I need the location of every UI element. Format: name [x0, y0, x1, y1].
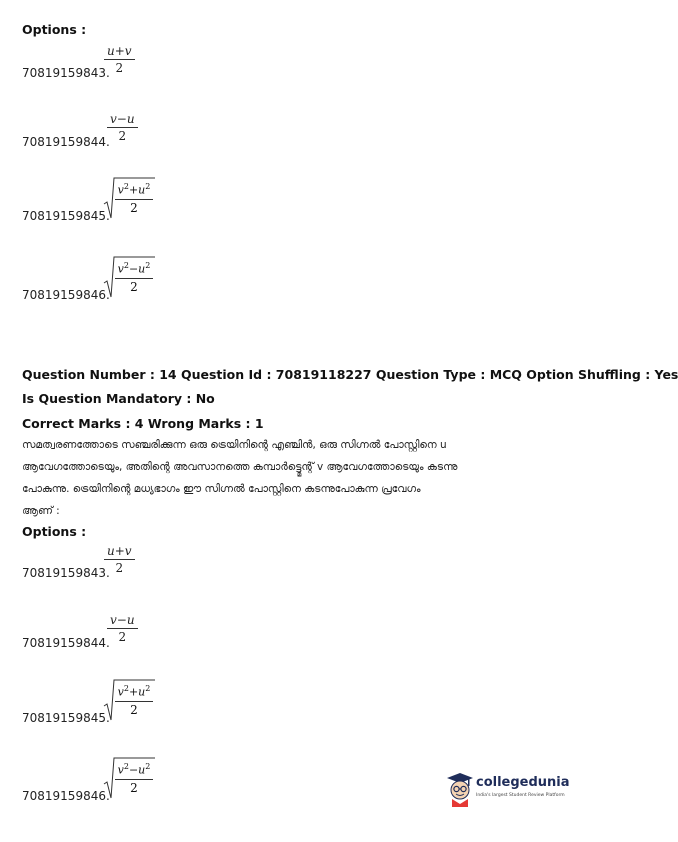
fraction-bar: [115, 701, 153, 702]
collegedunia-logo: [446, 771, 571, 811]
fraction-bar: [115, 278, 153, 279]
question-text-line: ആവേഗത്തോടെയും, അതിന്റെ അവസാനത്തെ കമ്പാർട്ട്മെന്റ് v ആവേഗത്തോടെയും കടന്നു: [22, 461, 458, 473]
option-fraction: [104, 44, 135, 75]
fraction-bar: [104, 559, 135, 560]
option-sqrt-fraction: [103, 678, 155, 722]
option-id: 70819159844.: [22, 135, 110, 149]
fraction-bar: [107, 628, 138, 629]
fraction-bar: [115, 779, 153, 780]
fraction-numerator: $v^2+u^2$: [117, 182, 151, 197]
fraction-denominator: 2: [115, 61, 124, 75]
fraction-numerator: v−u: [110, 613, 135, 627]
question-marks: Correct Marks : 4 Wrong Marks : 1: [22, 416, 264, 431]
option-sqrt-fraction: [103, 255, 155, 299]
option-id: 70819159845.: [22, 711, 110, 725]
fraction-denominator: 2: [130, 279, 138, 294]
fraction-numerator: $v^2-u^2$: [117, 762, 151, 777]
option-sqrt-fraction: [103, 176, 155, 220]
option-fraction: [107, 112, 138, 143]
fraction-numerator: $v^2+u^2$: [117, 684, 151, 699]
question-text: [22, 434, 462, 522]
fraction-denominator: 2: [130, 200, 138, 215]
logo-tagline: India's largest Student Review Platform: [476, 793, 565, 798]
student-mascot-icon: [446, 771, 474, 807]
option-id: 70819159846.: [22, 789, 110, 803]
fraction-denominator: 2: [130, 780, 138, 795]
question-text-line: ആണ് :: [22, 505, 60, 517]
fraction-denominator: 2: [115, 561, 124, 575]
fraction-denominator: 2: [118, 129, 127, 143]
option-fraction: [104, 544, 135, 575]
option-id: 70819159845.: [22, 209, 110, 223]
fraction-denominator: 2: [130, 702, 138, 717]
question-text-line: പോകുന്നു. ട്രെയിനിന്റെ മധ്യഭാഗം ഈ സിഗ്നൽ പോസ്റ്റിനെ കടന്നുപോകുന്ന പ്രവേഗം: [22, 483, 421, 495]
fraction-bar: [115, 199, 153, 200]
fraction-numerator: u+v: [107, 544, 132, 558]
fraction-bar: [107, 127, 138, 128]
option-id: 70819159844.: [22, 636, 110, 650]
options-label: Options :: [22, 22, 87, 37]
option-id: 70819159846.: [22, 288, 110, 302]
fraction-numerator: u+v: [107, 44, 132, 58]
option-id: 70819159843.: [22, 66, 110, 80]
question-text-line: സമത്വരണത്തോടെ സഞ്ചരിക്കുന്ന ഒരു ട്രെയിനിന്റെ എഞ്ചിൻ, ഒരു സിഗ്നൽ പോസ്റ്റിനെ u: [22, 439, 447, 451]
option-id: 70819159843.: [22, 566, 110, 580]
fraction-denominator: 2: [118, 630, 127, 644]
option-fraction: [107, 613, 138, 644]
fraction-bar: [104, 59, 135, 60]
options-label: Options :: [22, 524, 87, 539]
fraction-numerator: $v^2-u^2$: [117, 261, 151, 276]
fraction-numerator: v−u: [110, 112, 135, 126]
logo-name: collegedunia: [476, 775, 570, 790]
question-header: Question Number : 14 Question Id : 70819118227 Question Type : MCQ Option Shuffling : Yes: [22, 367, 678, 382]
option-sqrt-fraction: [103, 756, 155, 800]
question-mandatory: Is Question Mandatory : No: [22, 391, 215, 406]
